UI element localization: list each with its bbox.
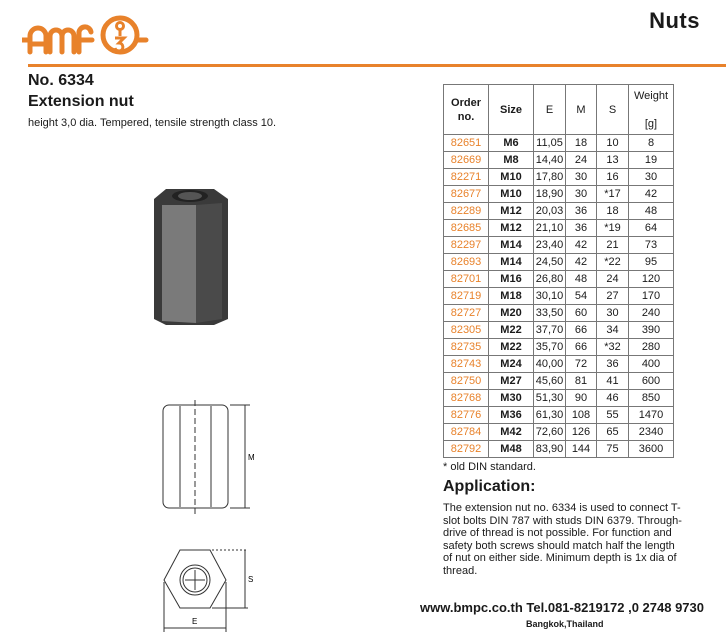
- e-cell: 30,10: [534, 288, 566, 305]
- extension-nut-photo: [152, 185, 232, 325]
- category-title: Nuts: [649, 8, 700, 33]
- size-cell: M16: [489, 271, 534, 288]
- m-cell: 48: [566, 271, 597, 288]
- table-row: [444, 339, 674, 356]
- e-cell: 51,30: [534, 390, 566, 407]
- dim-label-s: S: [248, 575, 254, 584]
- size-cell: M42: [489, 424, 534, 441]
- order-no-cell: 82719: [444, 288, 489, 305]
- e-cell: 45,60: [534, 373, 566, 390]
- s-cell: 27: [597, 288, 629, 305]
- m-cell: 126: [566, 424, 597, 441]
- m-cell: 42: [566, 237, 597, 254]
- weight-cell: 48: [629, 203, 674, 220]
- order-no-cell: 82685: [444, 220, 489, 237]
- m-cell: 66: [566, 339, 597, 356]
- s-cell: 13: [597, 152, 629, 169]
- s-cell: 41: [597, 373, 629, 390]
- size-cell: M27: [489, 373, 534, 390]
- weight-cell: 400: [629, 356, 674, 373]
- order-no-cell: 82669: [444, 152, 489, 169]
- size-cell: M22: [489, 322, 534, 339]
- order-no-cell: 82776: [444, 407, 489, 424]
- m-cell: 30: [566, 186, 597, 203]
- s-cell: 34: [597, 322, 629, 339]
- order-no-cell: 82693: [444, 254, 489, 271]
- order-no-cell: 82784: [444, 424, 489, 441]
- m-cell: 81: [566, 373, 597, 390]
- weight-cell: 2340: [629, 424, 674, 441]
- weight-cell: 850: [629, 390, 674, 407]
- col-s: S: [597, 85, 629, 135]
- s-cell: *19: [597, 220, 629, 237]
- footnote: * old DIN standard.: [443, 461, 536, 473]
- order-no-cell: 82792: [444, 441, 489, 458]
- e-cell: 40,00: [534, 356, 566, 373]
- m-cell: 72: [566, 356, 597, 373]
- weight-cell: 120: [629, 271, 674, 288]
- order-no-cell: 82305: [444, 322, 489, 339]
- e-cell: 17,80: [534, 169, 566, 186]
- table-row: [444, 169, 674, 186]
- m-cell: 66: [566, 322, 597, 339]
- weight-cell: 95: [629, 254, 674, 271]
- e-cell: 18,90: [534, 186, 566, 203]
- table-row: [444, 356, 674, 373]
- order-no-cell: 82297: [444, 237, 489, 254]
- product-number: No. 6334: [28, 72, 94, 89]
- col-weight: Weight [g]: [629, 85, 674, 135]
- weight-cell: 73: [629, 237, 674, 254]
- weight-cell: 3600: [629, 441, 674, 458]
- product-name: Extension nut: [28, 93, 134, 110]
- s-cell: 46: [597, 390, 629, 407]
- size-cell: M30: [489, 390, 534, 407]
- table-header-row: [444, 85, 674, 135]
- table-row: [444, 288, 674, 305]
- table-row: [444, 254, 674, 271]
- e-cell: 14,40: [534, 152, 566, 169]
- size-cell: M36: [489, 407, 534, 424]
- table-row: [444, 407, 674, 424]
- e-cell: 21,10: [534, 220, 566, 237]
- order-no-cell: 82701: [444, 271, 489, 288]
- e-cell: 24,50: [534, 254, 566, 271]
- m-cell: 24: [566, 152, 597, 169]
- size-cell: M48: [489, 441, 534, 458]
- e-cell: 61,30: [534, 407, 566, 424]
- weight-cell: 42: [629, 186, 674, 203]
- order-no-cell: 82735: [444, 339, 489, 356]
- size-cell: M24: [489, 356, 534, 373]
- m-cell: 60: [566, 305, 597, 322]
- col-size: Size: [489, 85, 534, 135]
- application-title: Application:: [443, 478, 536, 495]
- size-cell: M18: [489, 288, 534, 305]
- size-cell: M14: [489, 254, 534, 271]
- s-cell: 10: [597, 135, 629, 152]
- size-cell: M12: [489, 203, 534, 220]
- e-cell: 23,40: [534, 237, 566, 254]
- order-no-cell: 82750: [444, 373, 489, 390]
- col-m: M: [566, 85, 597, 135]
- table-row: [444, 220, 674, 237]
- m-cell: 54: [566, 288, 597, 305]
- size-cell: M12: [489, 220, 534, 237]
- amf-logo: [22, 14, 172, 56]
- table-row: [444, 424, 674, 441]
- m-cell: 90: [566, 390, 597, 407]
- table-row: [444, 390, 674, 407]
- order-no-cell: 82271: [444, 169, 489, 186]
- s-cell: 21: [597, 237, 629, 254]
- dim-label-m: M: [248, 453, 255, 462]
- table-row: [444, 237, 674, 254]
- e-cell: 35,70: [534, 339, 566, 356]
- table-row: [444, 152, 674, 169]
- weight-cell: 390: [629, 322, 674, 339]
- order-no-cell: 82768: [444, 390, 489, 407]
- weight-cell: 240: [629, 305, 674, 322]
- table-row: [444, 271, 674, 288]
- table-row: [444, 135, 674, 152]
- order-no-cell: 82651: [444, 135, 489, 152]
- s-cell: 18: [597, 203, 629, 220]
- e-cell: 11,05: [534, 135, 566, 152]
- weight-cell: 280: [629, 339, 674, 356]
- m-cell: 36: [566, 203, 597, 220]
- size-cell: M14: [489, 237, 534, 254]
- weight-cell: 170: [629, 288, 674, 305]
- contact-info: www.bmpc.co.th Tel.081-8219172 ,0 2748 9730: [420, 600, 704, 615]
- weight-cell: 30: [629, 169, 674, 186]
- size-cell: M10: [489, 169, 534, 186]
- table-row: [444, 305, 674, 322]
- s-cell: 75: [597, 441, 629, 458]
- e-cell: 72,60: [534, 424, 566, 441]
- table-row: [444, 373, 674, 390]
- technical-drawing: [160, 400, 280, 635]
- order-no-cell: 82289: [444, 203, 489, 220]
- e-cell: 83,90: [534, 441, 566, 458]
- m-cell: 42: [566, 254, 597, 271]
- m-cell: 30: [566, 169, 597, 186]
- size-cell: M6: [489, 135, 534, 152]
- table-row: [444, 203, 674, 220]
- order-no-cell: 82727: [444, 305, 489, 322]
- e-cell: 20,03: [534, 203, 566, 220]
- table-row: [444, 322, 674, 339]
- weight-cell: 1470: [629, 407, 674, 424]
- col-e: E: [534, 85, 566, 135]
- table-body: [444, 135, 674, 458]
- m-cell: 144: [566, 441, 597, 458]
- m-cell: 36: [566, 220, 597, 237]
- s-cell: 30: [597, 305, 629, 322]
- m-cell: 18: [566, 135, 597, 152]
- order-no-cell: 82743: [444, 356, 489, 373]
- e-cell: 33,50: [534, 305, 566, 322]
- weight-cell: 19: [629, 152, 674, 169]
- application-text: The extension nut no. 6334 is used to connect T-slot bolts DIN 787 with studs DIN 6379. Through-drive of thread is not possible. For function and safety both screws should match half the length of nut on either side. Minimum depth is 1x dia of thread.: [443, 502, 682, 577]
- s-cell: *32: [597, 339, 629, 356]
- header-divider: [28, 64, 726, 67]
- m-cell: 108: [566, 407, 597, 424]
- weight-cell: 600: [629, 373, 674, 390]
- dim-label-e: E: [192, 617, 198, 626]
- s-cell: *22: [597, 254, 629, 271]
- size-cell: M10: [489, 186, 534, 203]
- e-cell: 26,80: [534, 271, 566, 288]
- weight-cell: 64: [629, 220, 674, 237]
- e-cell: 37,70: [534, 322, 566, 339]
- size-cell: M8: [489, 152, 534, 169]
- s-cell: 36: [597, 356, 629, 373]
- s-cell: 65: [597, 424, 629, 441]
- s-cell: 16: [597, 169, 629, 186]
- table-row: [444, 186, 674, 203]
- size-cell: M22: [489, 339, 534, 356]
- s-cell: *17: [597, 186, 629, 203]
- order-no-cell: 82677: [444, 186, 489, 203]
- product-description: height 3,0 dia. Tempered, tensile strength class 10.: [28, 117, 277, 129]
- weight-cell: 8: [629, 135, 674, 152]
- size-cell: M20: [489, 305, 534, 322]
- s-cell: 24: [597, 271, 629, 288]
- table-row: [444, 441, 674, 458]
- col-order-no: Order no.: [444, 85, 489, 135]
- s-cell: 55: [597, 407, 629, 424]
- city-label: Bangkok,Thailand: [526, 619, 604, 629]
- spec-table: [443, 84, 674, 458]
